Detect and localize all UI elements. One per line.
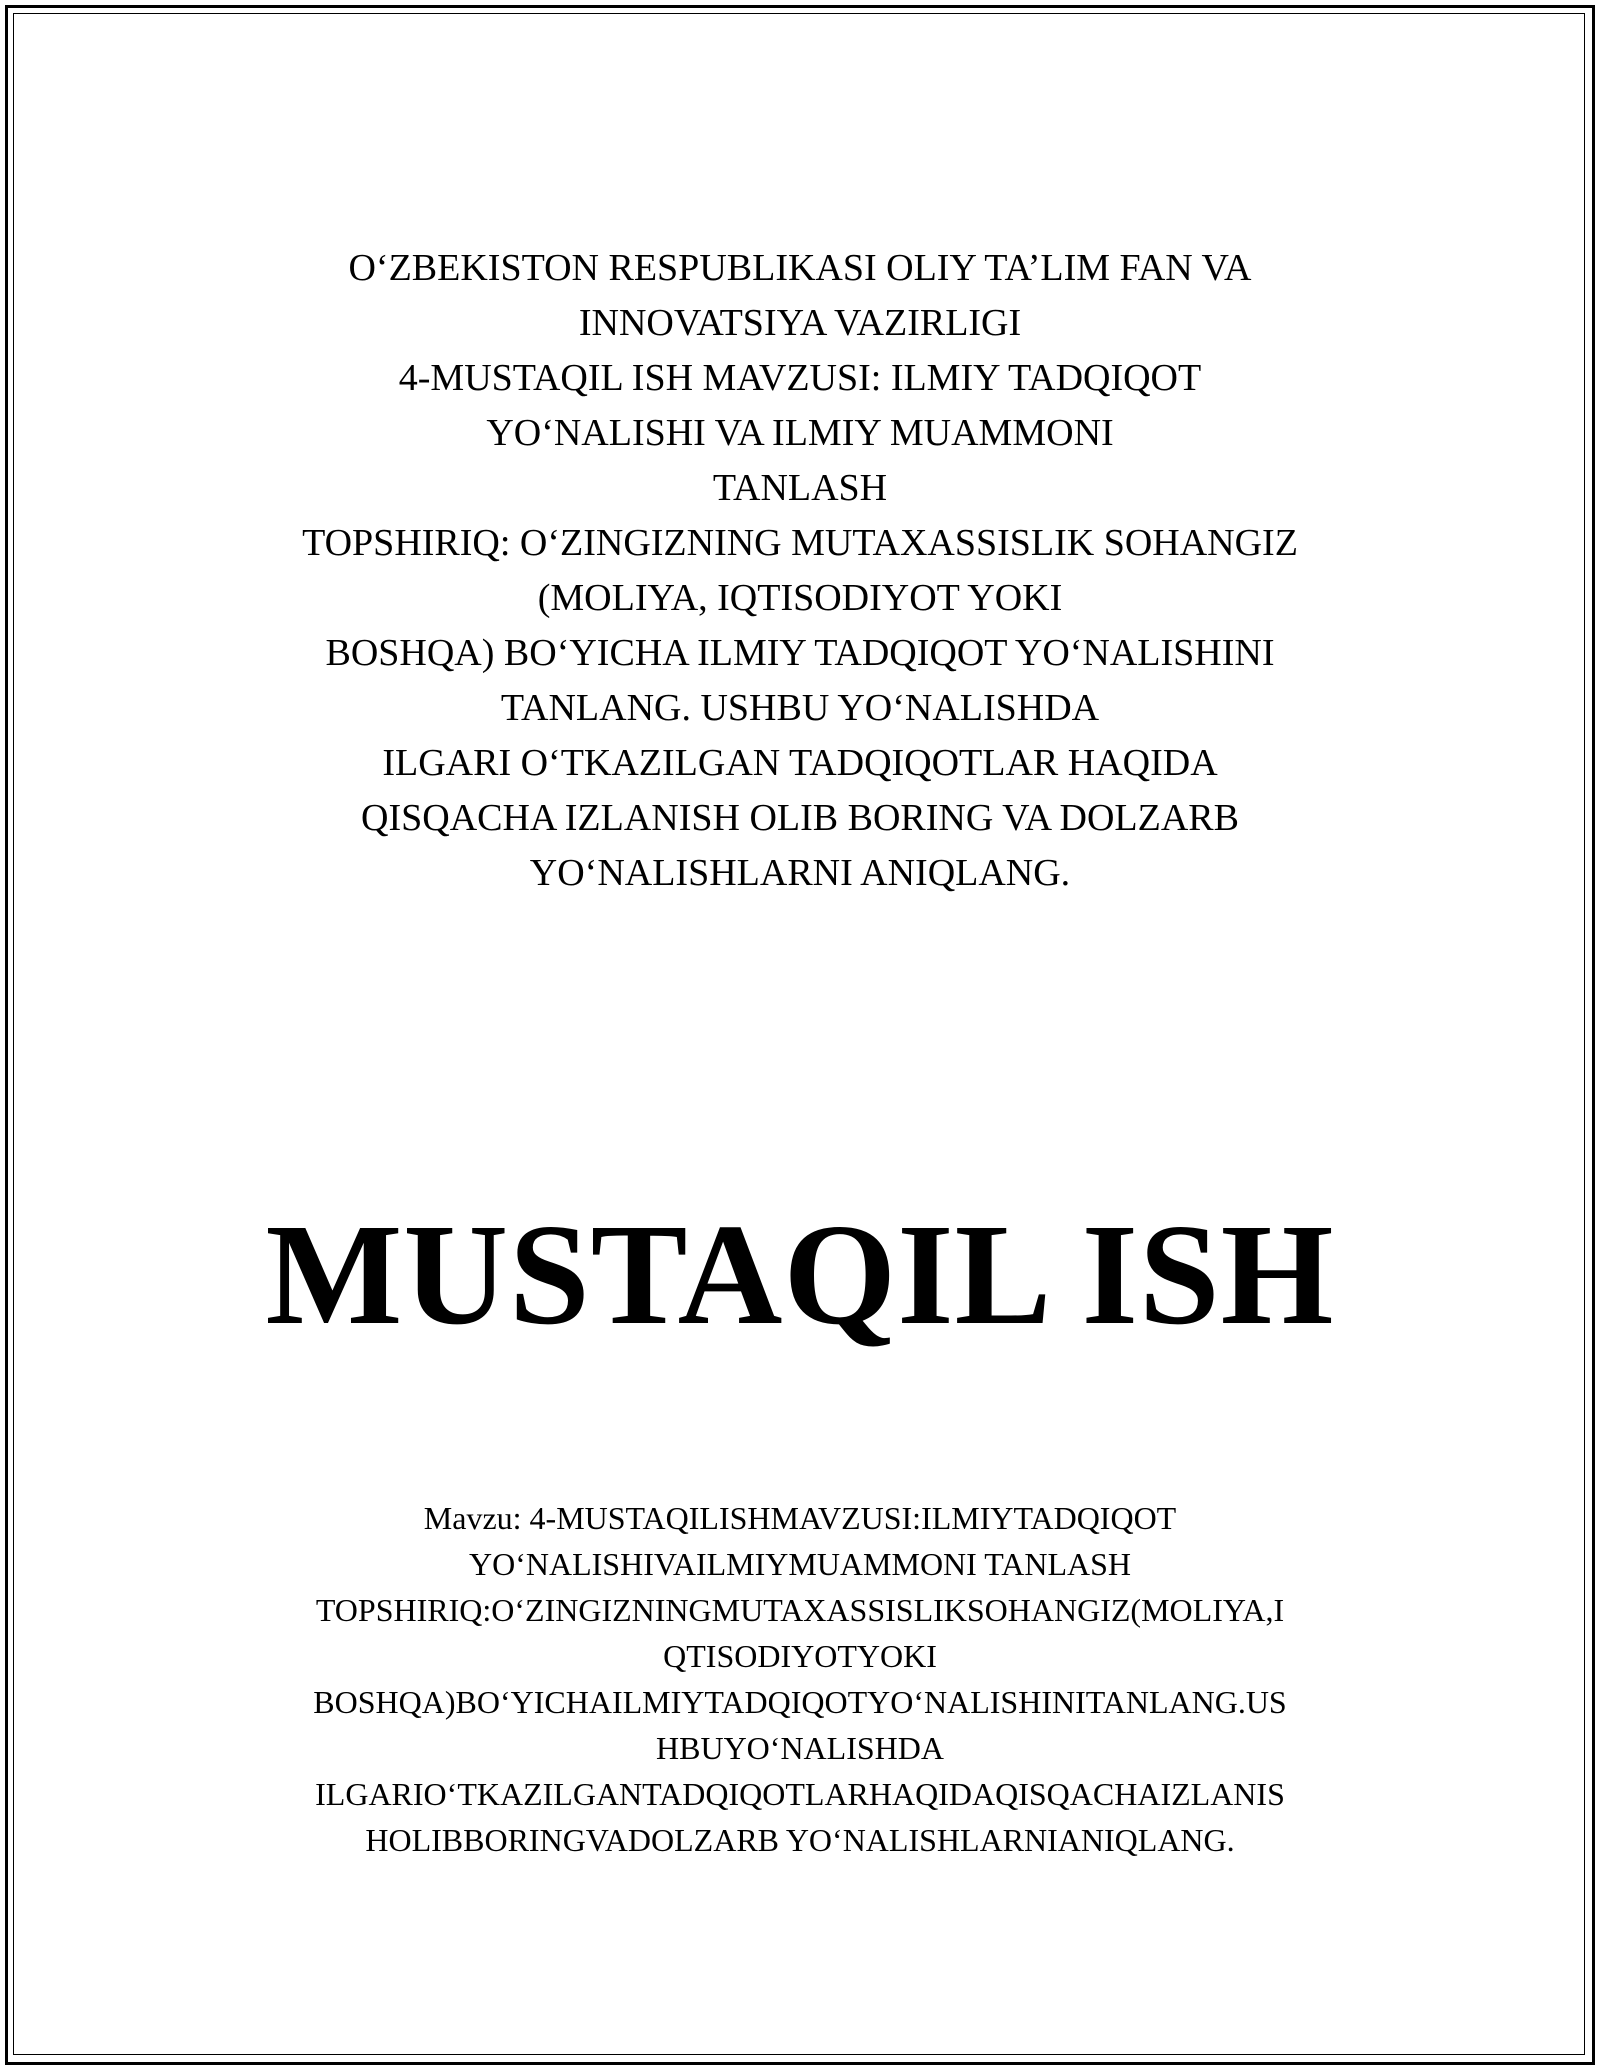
topic-line: QTISODIYOTYOKI <box>663 1638 937 1674</box>
topic-line: HBUYO‘NALISHDA <box>656 1730 944 1766</box>
topic-section <box>200 1495 1400 1863</box>
header-line: INNOVATSIYA VAZIRLIGI <box>578 302 1022 344</box>
header-line: YO‘NALISHI VA ILMIY MUAMMONI <box>486 412 1114 454</box>
document-title: MUSTAQIL ISH <box>265 1195 1335 1355</box>
header-line: BOSHQA) BO‘YICHA ILMIY TADQIQOT YO‘NALISHINI <box>325 632 1275 674</box>
topic-line: ILGARIO‘TKAZILGANTADQIQOTLARHAQIDAQISQACHAIZLANIS <box>315 1776 1285 1812</box>
header-line: QISQACHA IZLANISH OLIB BORING VA DOLZARB <box>361 797 1239 839</box>
header-line: 4-MUSTAQIL ISH MAVZUSI: ILMIY TADQIQOT <box>398 357 1202 399</box>
header-line: TOPSHIRIQ: O‘ZINGIZNING MUTAXASSISLIK SOHANGIZ <box>302 522 1298 564</box>
topic-line: YO‘NALISHIVAILMIYMUAMMONI TANLASH <box>468 1546 1131 1582</box>
header-line: TANLANG. USHBU YO‘NALISHDA <box>500 687 1100 729</box>
topic-line: BOSHQA)BO‘YICHAILMIYTADQIQOTYO‘NALISHINITANLANG.US <box>313 1684 1287 1720</box>
topic-line: TOPSHIRIQ:O‘ZINGIZNINGMUTAXASSISLIKSOHANGIZ(MOLIYA,I <box>315 1592 1285 1628</box>
ministry-header <box>200 241 1400 901</box>
topic-line: HOLIBBORINGVADOLZARB YO‘NALISHLARNIANIQLANG. <box>365 1822 1235 1858</box>
topic-line: Mavzu: 4-MUSTAQILISHMAVZUSI:ILMIYTADQIQOT <box>423 1500 1177 1536</box>
header-line: YO‘NALISHLARNI ANIQLANG. <box>529 852 1071 894</box>
header-line: ILGARI O‘TKAZILGAN TADQIQOTLAR HAQIDA <box>382 742 1218 784</box>
header-line: TANLASH <box>712 467 888 509</box>
header-line: (MOLIYA, IQTISODIYOT YOKI <box>537 577 1063 619</box>
header-line: O‘ZBEKISTON RESPUBLIKASI OLIY TA’LIM FAN VA <box>348 247 1252 289</box>
